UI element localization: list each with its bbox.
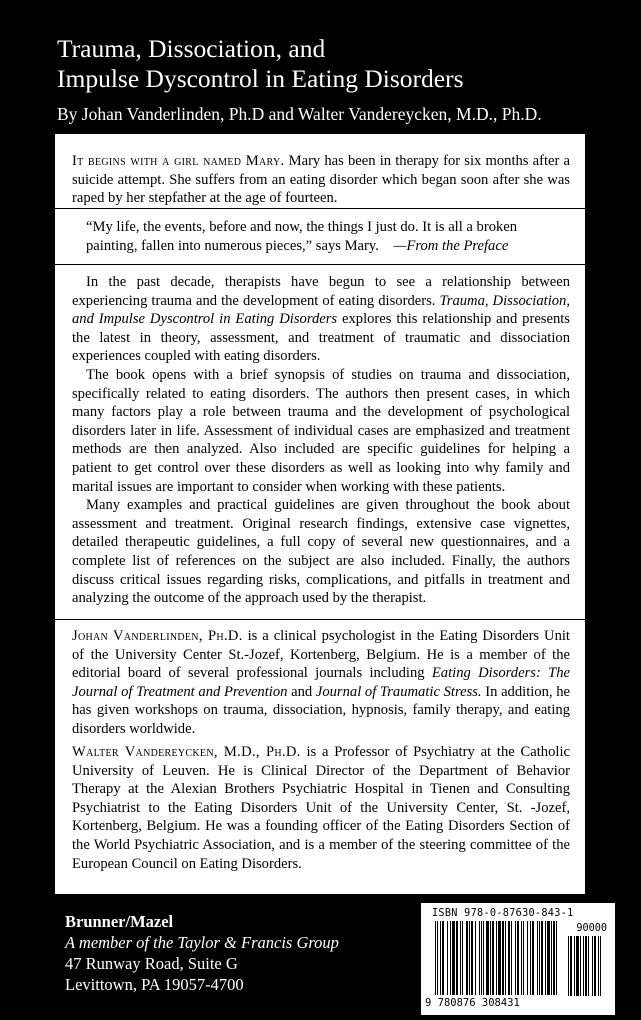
author1-name: Johan Vanderlinden, Ph.D. bbox=[72, 628, 243, 644]
barcode-bar bbox=[523, 921, 524, 995]
barcode-bar bbox=[471, 921, 473, 995]
barcode-bar bbox=[592, 936, 593, 996]
author1-bio bbox=[72, 627, 570, 739]
divider-2 bbox=[55, 264, 585, 265]
ean-barcode-bars bbox=[435, 921, 563, 999]
author-byline: By Johan Vanderlinden, Ph.D and Walter Vandereycken, M.D., Ph.D. bbox=[57, 104, 542, 124]
barcode-bar bbox=[492, 921, 494, 995]
barcode-bar bbox=[574, 936, 575, 996]
barcode-bar bbox=[502, 921, 504, 995]
title-line-2: Impulse Dyscontrol in Eating Disorders bbox=[57, 64, 464, 93]
desc-book-title: Trauma, Dissociation, and Impulse Dyscontrol in Eating Disorders bbox=[72, 292, 570, 328]
barcode-bar bbox=[479, 921, 480, 995]
barcode-bar bbox=[517, 921, 519, 995]
barcode-bar bbox=[588, 936, 589, 996]
author2-name: Walter Vandereycken, M.D., Ph.D. bbox=[72, 744, 301, 760]
publisher-name: Brunner/Mazel bbox=[65, 912, 174, 931]
preface-quote bbox=[72, 218, 570, 255]
publisher-group: A member of the Taylor & Francis Group bbox=[65, 933, 339, 952]
barcode-bar bbox=[530, 921, 531, 995]
description-section bbox=[72, 273, 570, 608]
publisher-info bbox=[65, 911, 339, 995]
author1-text-a: is a clinical psychologist in the Eating Disorders Unit of the University Center St.-Jozef, Kortenberg, Belgium. He is a member of the editorial board of several professional journals including bbox=[72, 628, 570, 682]
book-title bbox=[57, 34, 617, 94]
barcode-bar bbox=[594, 936, 596, 996]
author1-text-c: In addition, he has given workshops on trauma, dissociation, hypnosis, family therapy, and eating disorders worldwide. bbox=[72, 683, 570, 737]
publisher-address-1: 47 Runway Road, Suite G bbox=[65, 954, 238, 973]
barcode-bar bbox=[527, 921, 528, 995]
barcode-bar bbox=[483, 921, 484, 995]
barcode-bar bbox=[437, 921, 438, 995]
ean-number: 9 780876 308431 bbox=[425, 997, 520, 1009]
isbn-number: ISBN 978-0-87630-843-1 bbox=[432, 908, 574, 919]
barcode-bar bbox=[435, 921, 436, 995]
author2-bio bbox=[72, 743, 570, 873]
barcode-bar bbox=[481, 921, 482, 995]
barcode-bar bbox=[440, 921, 441, 995]
barcode-bar bbox=[475, 921, 476, 995]
barcode-bar bbox=[466, 921, 468, 995]
barcode-bar bbox=[486, 921, 489, 995]
barcode-bar bbox=[568, 936, 569, 996]
barcode-bar bbox=[598, 936, 599, 996]
barcode-bar bbox=[545, 921, 546, 995]
barcode-bar bbox=[553, 921, 555, 995]
barcode-bar bbox=[541, 921, 543, 995]
barcode-bar bbox=[515, 921, 516, 995]
barcode-bar bbox=[460, 921, 461, 995]
barcode-bar bbox=[556, 921, 557, 995]
intro-section bbox=[72, 152, 570, 208]
barcode-bar bbox=[452, 921, 455, 995]
barcode-bar bbox=[498, 921, 501, 995]
title-line-1: Trauma, Dissociation, and bbox=[57, 34, 326, 63]
barcode-bar bbox=[442, 921, 444, 995]
desc-p2: The book opens with a brief synopsis of studies on trauma and dissociation, specifically related to eating disorders. The authors then present cases, in which many factors play a role between trauma and the development of psychological disorders later in life. Assessment of individual cases are emphasized and treatment methods are then analyzed. Also included are specific guidelines for helping a patient to get control over these disorders as well as looking into why family and marital issues are important to consider when working with these patients. bbox=[72, 366, 570, 495]
blurb-panel bbox=[55, 134, 585, 894]
barcode-bar bbox=[532, 921, 534, 995]
barcode-bar bbox=[551, 921, 552, 995]
barcode-bar bbox=[570, 936, 572, 996]
barcode-bar bbox=[537, 921, 538, 995]
barcode-bar bbox=[576, 936, 579, 996]
barcode-bar bbox=[496, 921, 497, 995]
author2-text: is a Professor of Psychiatry at the Catholic University of Leuven. He is Clinical Director of the Department of Behavior Therapy at the Alexian Brothers Psychiatric Hospital in Tienen and Consulting Psychiatrist to the Eating Disorders Unit of the University Center, St. -Jozef, Kortenberg, Belgium. He was a founding officer of the Eating Disorders Section of the World Psychiatric Association, and is a member of the steering committee of the European Council on Eating Disorders. bbox=[72, 744, 570, 872]
barcode-bar bbox=[447, 921, 448, 995]
author1-journal1: Eating Disorders: The Journal of Treatment and Prevention bbox=[72, 665, 570, 700]
intro-text: Mary has been in therapy for six months after a suicide attempt. She suffers from an eating disorder which began soon after she was raped by her stepfather at the age of fourteen. bbox=[72, 153, 570, 207]
quote-text: “My life, the events, before and now, the things I just do. It is all a broken painting, fallen into numerous pieces,” says Mary. bbox=[86, 219, 518, 254]
author1-text-b: and bbox=[287, 683, 316, 700]
barcode-bar bbox=[450, 921, 451, 995]
barcode-bar bbox=[585, 936, 587, 996]
quote-source: —From the Preface bbox=[393, 237, 509, 254]
price-addon-number: 90000 bbox=[576, 923, 607, 934]
addon-barcode-bars bbox=[568, 936, 610, 999]
barcode-bar bbox=[547, 921, 550, 995]
intro-lead: It begins with a girl named Mary. bbox=[72, 153, 285, 169]
author1-journal2: Journal of Traumatic Stress. bbox=[315, 683, 482, 700]
barcode-bar bbox=[539, 921, 540, 995]
divider-3 bbox=[55, 619, 585, 620]
desc-p3: Many examples and practical guidelines are given throughout the book about assessment and treatment. Original research findings, extensive case vignettes, detailed therapeutic guidelines, a full copy of several new questionnaires, and a complete list of references on the subject are also included. Finally, the authors discuss critical issues regarding risks, complications, and pitfalls in treatment and analyzing the outcome of the approach used by the therapist. bbox=[72, 497, 570, 607]
barcode-bar bbox=[462, 921, 463, 995]
isbn-barcode bbox=[421, 903, 615, 1015]
barcode-bar bbox=[580, 936, 581, 996]
desc-p1-before: In the past decade, therapists have begun to see a relationship between experiencing trauma and the development of eating disorders. bbox=[72, 274, 570, 309]
barcode-bar bbox=[511, 921, 512, 995]
divider-1 bbox=[55, 208, 585, 209]
barcode-bar bbox=[521, 921, 522, 995]
barcode-bar bbox=[583, 936, 584, 996]
barcode-bar bbox=[469, 921, 470, 995]
publisher-address-2: Levittown, PA 19057-4700 bbox=[65, 975, 244, 994]
desc-p1-after: explores this relationship and presents the latest in theory, assessment, and treatment of traumatic and dissociation experiences coupled with eating disorders. bbox=[72, 311, 570, 365]
barcode-bar bbox=[505, 921, 506, 995]
barcode-bar bbox=[456, 921, 458, 995]
barcode-bar bbox=[508, 921, 510, 995]
barcode-bar bbox=[600, 936, 601, 996]
barcode-bar bbox=[490, 921, 491, 995]
